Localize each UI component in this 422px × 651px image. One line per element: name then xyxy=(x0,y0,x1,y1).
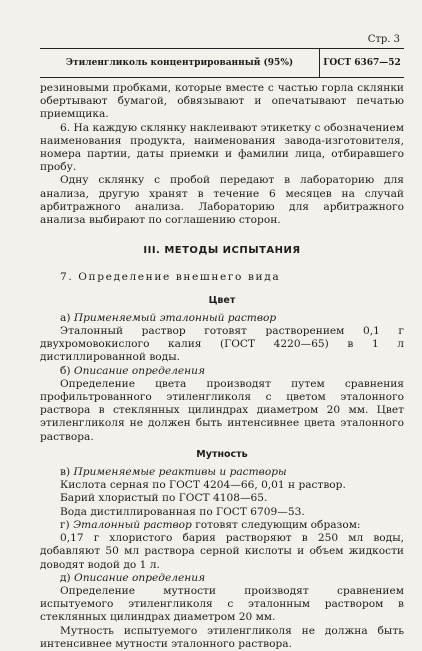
item-v-heading xyxy=(40,466,404,479)
item-g-label: г) xyxy=(60,518,74,531)
document-body xyxy=(40,82,404,651)
paragraph-6-label: 6. На каждую склянку наклеивают этикетку с обозначением наименования продукта, наименования завода-изготовителя, номера партии, даты приемки и фамилии лица, отбиравшего пробу. xyxy=(40,121,404,174)
subheading-color: Цвет xyxy=(208,294,236,306)
paragraph-packaging: резиновыми пробками, которые вместе с частью горла склянки обертывают бумагой, обвязывают и опечатывают печатью приемщика. xyxy=(40,82,404,121)
reagent-distilled-water: Вода дистиллированная по ГОСТ 6709—53. xyxy=(60,505,305,518)
paragraph-lab-sample: Одну склянку с пробой передают в лабораторию для анализа, другую хранят в течение 6 месяцев на случай арбитражного анализа. Лабораторию для арбитражного анализа выбирают по соглашению сторон. xyxy=(40,174,404,227)
item-d-conclusion: Мутность испытуемого этиленгликоля не должна быть интенсивнее мутности эталонного раствора. xyxy=(40,624,404,650)
item-b-text: Определение цвета производят путем сравнения профильтрованного этиленгликоля с цветом эталонного раствора в стеклянных цилиндрах диаметром 20 мм. Цвет этиленгликоля не должен быть интенсивнее цвета эталонного раствора. xyxy=(40,377,404,443)
item-d-text: Определение мутности производят сравнением испытуемого этиленгликоля с эталонным раствором в стеклянных цилиндрах диаметром 20 мм. xyxy=(40,584,404,624)
item-a-label: а) xyxy=(60,311,74,324)
reagent-sulfuric-acid: Кислота серная по ГОСТ 4204—66, 0,01 н раствор. xyxy=(60,479,346,492)
reagent-barium-chloride: Барий хлористый по ГОСТ 4108—65. xyxy=(60,492,268,505)
item-v-title: Применяемые реактивы и растворы xyxy=(73,466,287,479)
section-heading: III. МЕТОДЫ ИСПЫТАНИЯ xyxy=(143,245,301,257)
header-title: Этиленгликоль концентрированный (95%) xyxy=(65,58,294,68)
item-g-text: готовят следующим образом: xyxy=(191,518,361,531)
subheading-turbidity: Мутность xyxy=(196,448,248,460)
item-b-title: Описание определения xyxy=(73,364,205,377)
header-standard-number: ГОСТ 6367—52 xyxy=(319,49,404,77)
item-a-text: Эталонный раствор готовят растворением 0,1 г двухромовокислого калия (ГОСТ 4220—65) в 1 л дистиллированной воды. xyxy=(40,325,404,364)
item-g-title: Эталонный раствор xyxy=(73,518,192,531)
item-d-heading xyxy=(40,572,404,585)
item-d-title: Описание определения xyxy=(74,571,206,584)
item-d-label: д) xyxy=(60,571,75,584)
item-v-label: в) xyxy=(60,466,74,479)
item-7-heading: 7. Определение внешнего вида xyxy=(60,271,281,284)
item-g-heading xyxy=(40,519,404,532)
item-g-preparation: 0,17 г хлористого бария растворяют в 250 мл воды, добавляют 50 мл раствора серной кислоты и объем жидкости доводят водой до 1 л. xyxy=(40,532,404,571)
item-b-heading xyxy=(40,365,404,378)
item-a-title: Применяемый эталонный раствор xyxy=(73,311,277,324)
running-header xyxy=(40,48,404,78)
item-a-heading xyxy=(40,312,404,325)
page-number: Стр. 3 xyxy=(367,34,400,45)
item-b-label: б) xyxy=(60,364,74,377)
